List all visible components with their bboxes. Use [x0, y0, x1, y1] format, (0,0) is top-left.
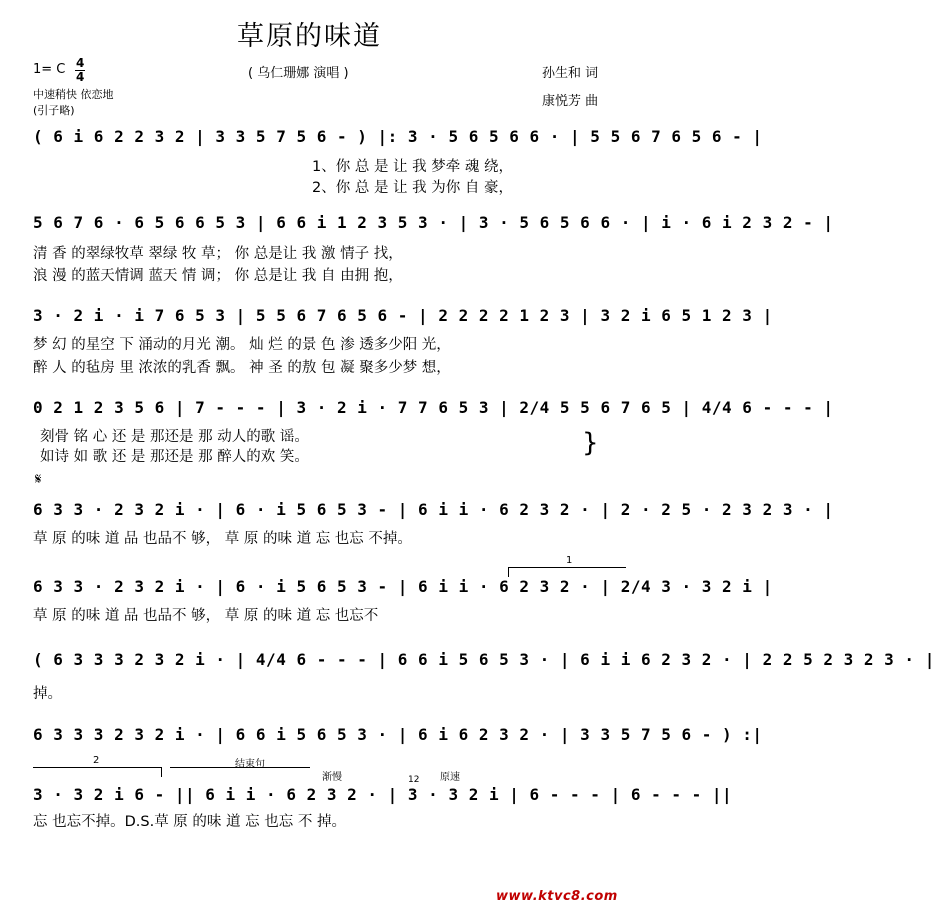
notation-line-8: 6 3 3 3 2 3 2 i · | 6 6 i 5 6 5 3 · | 6 i 6 2 3 2 · | 3 3 5 7 5 6 - ) :|: [33, 725, 763, 744]
notation-line-7: ( 6 3 3 3 2 3 2 i · | 4/4 6 - - - | 6 6 i 5 6 5 3 · | 6 i i 6 2 3 2 · | 2 2 5 2 3 2 3 · |: [33, 650, 935, 669]
lyric-line-4b: 如诗 如 歌 还 是 那还是 那 醉人的欢 笑。: [40, 449, 309, 465]
notation-line-1: ( 6 i 6 2 2 3 2 | 3 3 5 7 5 6 - ) |: 3 · 5 6 5 6 6 · | 5 5 6 7 6 5 6 - |: [33, 127, 763, 146]
volta-1-bracket: [508, 567, 626, 568]
notation-line-4: 0 2 1 2 3 5 6 | 7 - - - | 3 · 2 i · 7 7 6 5 3 | 2/4 5 5 6 7 6 5 | 4/4 6 - - - |: [33, 398, 834, 417]
time-signature-top: 4: [76, 56, 85, 70]
notation-line-9: 3 · 3 2 i 6 - || 6 i i · 6 2 3 2 · | 3 · 3 2 i | 6 - - - | 6 - - - ||: [33, 785, 733, 804]
lyric-line-1b: 2、你 总 是 让 我 为你 自 豪，: [312, 180, 513, 196]
ending-label: 结束句: [235, 759, 265, 770]
lyric-line-3b: 醉 人 的毡房 里 浓浓的乳香 飘。 神 圣 的敖 包 凝 聚多少梦 想，: [33, 360, 451, 376]
lyric-line-4a: 刻骨 铭 心 还 是 那还是 那 动人的歌 谣。: [40, 429, 309, 445]
volta-2-bracket-end: [161, 767, 162, 777]
segno-icon: 𝄋: [35, 470, 42, 488]
volta-2-bracket: [33, 767, 161, 768]
volta-1-label: 1: [566, 555, 573, 566]
singer-credit: ( 乌仁珊娜 演唱 ): [248, 66, 349, 81]
lyric-line-2b: 浪 漫 的蓝天情调 蓝天 情 调； 你 总是让 我 自 由拥 抱，: [33, 268, 403, 284]
volta-1-bracket-end: [508, 567, 509, 577]
lyric-line-5: 草 原 的味 道 品 也品不 够， 草 原 的味 道 忘 也忘 不掉。: [33, 531, 412, 547]
key-signature: 1= C: [33, 62, 66, 77]
intro-note: (引子略): [33, 104, 75, 117]
repeat-brace: }: [582, 428, 599, 458]
song-title: 草原的味道: [237, 21, 382, 52]
tempo-marking: 中速稍快 依恋地: [33, 88, 114, 101]
volta-2-label: 2: [93, 755, 100, 766]
notation-line-2: 5 6 7 6 · 6 5 6 6 5 3 | 6 6 i 1 2 3 5 3 · | 3 · 5 6 5 6 6 · | i · 6 i 2 3 2 - |: [33, 213, 834, 232]
a-tempo-marking: 原速: [440, 772, 460, 783]
lyric-line-3a: 梦 幻 的星空 下 涌动的月光 潮。 灿 烂 的景 色 渗 透多少阳 光，: [33, 337, 451, 353]
fermata-mark: 12: [408, 775, 420, 785]
lyric-line-7: 掉。: [33, 686, 62, 702]
lyricist-credit: 孙生和 词: [542, 66, 599, 81]
notation-line-5: 6 3 3 · 2 3 2 i · | 6 · i 5 6 5 3 - | 6 i i · 6 2 3 2 · | 2 · 2 5 · 2 3 2 3 · |: [33, 500, 834, 519]
notation-line-6: 6 3 3 · 2 3 2 i · | 6 · i 5 6 5 3 - | 6 i i · 6 2 3 2 · | 2/4 3 · 3 2 i |: [33, 577, 773, 596]
notation-line-3: 3 · 2 i · i 7 6 5 3 | 5 5 6 7 6 5 6 - | 2 2 2 2 1 2 3 | 3 2 i 6 5 1 2 3 |: [33, 306, 773, 325]
lyric-line-6: 草 原 的味 道 品 也品不 够， 草 原 的味 道 忘 也忘不: [33, 608, 379, 624]
lyric-line-9: 忘 也忘不掉。D.S.草 原 的味 道 忘 也忘 不 掉。: [33, 814, 346, 830]
time-signature-bottom: 4: [76, 70, 85, 84]
watermark-text: www.ktvc8.com: [496, 889, 618, 904]
composer-credit: 康悦芳 曲: [542, 94, 599, 109]
slower-marking: 渐慢: [322, 772, 342, 783]
lyric-line-2a: 清 香 的翠绿牧草 翠绿 牧 草； 你 总是让 我 激 情子 找，: [33, 246, 403, 262]
lyric-line-1a: 1、你 总 是 让 我 梦牵 魂 绕，: [312, 159, 513, 175]
